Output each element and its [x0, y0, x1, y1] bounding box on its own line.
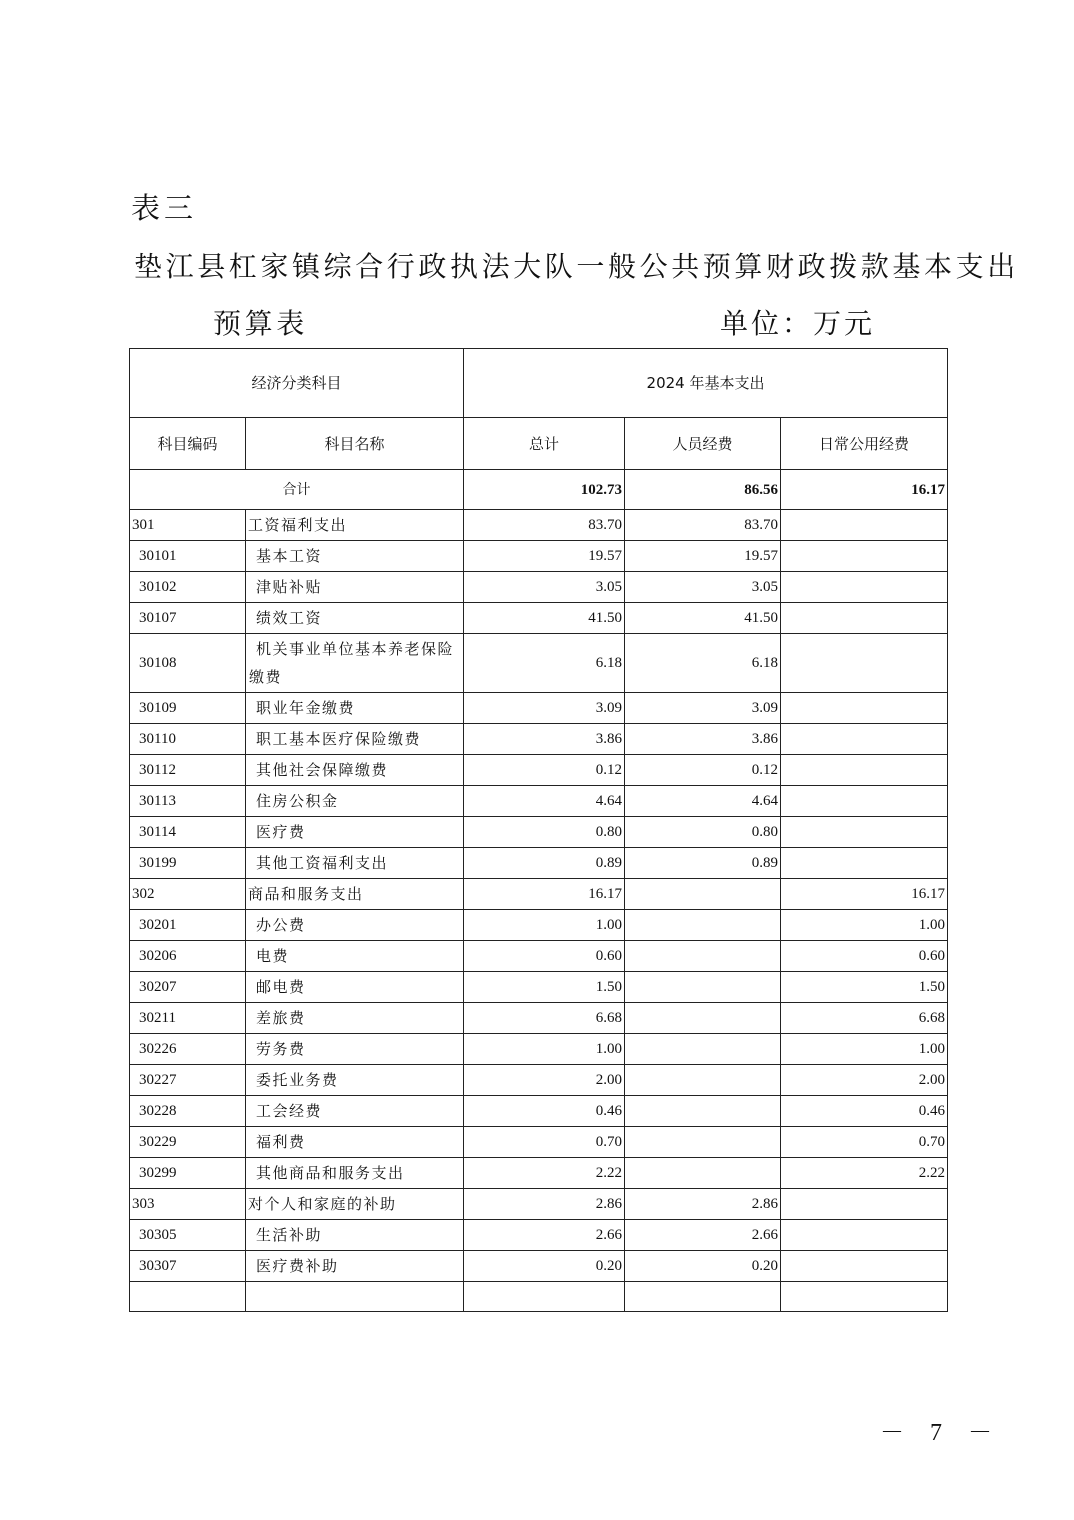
total-personnel: 86.56	[625, 470, 781, 510]
row-personnel: 0.12	[625, 755, 781, 786]
header-name: 科目名称	[246, 418, 464, 470]
table-row	[130, 941, 948, 972]
row-public	[781, 634, 948, 693]
row-total: 3.09	[464, 693, 625, 724]
row-code: 302	[130, 879, 246, 910]
total-row	[130, 470, 948, 510]
row-personnel	[625, 1034, 781, 1065]
table-row	[130, 634, 948, 693]
row-total: 2.66	[464, 1220, 625, 1251]
row-total: 2.86	[464, 1189, 625, 1220]
row-personnel: 2.66	[625, 1220, 781, 1251]
table-row	[130, 1096, 948, 1127]
row-name: 其他商品和服务支出	[246, 1158, 464, 1189]
row-code: 30108	[130, 634, 246, 693]
row-name: 其他社会保障缴费	[246, 755, 464, 786]
row-name: 对个人和家庭的补助	[246, 1189, 464, 1220]
row-total: 6.68	[464, 1003, 625, 1034]
header-row-columns	[130, 418, 948, 470]
row-code: 30307	[130, 1251, 246, 1282]
row-total: 19.57	[464, 541, 625, 572]
row-name: 住房公积金	[246, 786, 464, 817]
row-total: 0.12	[464, 755, 625, 786]
row-name: 办公费	[246, 910, 464, 941]
row-personnel: 0.89	[625, 848, 781, 879]
row-public	[781, 724, 948, 755]
row-name: 商品和服务支出	[246, 879, 464, 910]
row-code: 30114	[130, 817, 246, 848]
row-public	[781, 693, 948, 724]
row-personnel: 6.18	[625, 634, 781, 693]
row-personnel	[625, 1096, 781, 1127]
row-personnel: 41.50	[625, 603, 781, 634]
row-code: 30101	[130, 541, 246, 572]
unit-label: 单位：万元	[720, 307, 876, 340]
table-row	[130, 510, 948, 541]
row-code: 30201	[130, 910, 246, 941]
row-total: 1.00	[464, 1034, 625, 1065]
row-name: 生活补助	[246, 1220, 464, 1251]
row-personnel	[625, 1065, 781, 1096]
row-code: 30206	[130, 941, 246, 972]
row-name: 福利费	[246, 1127, 464, 1158]
row-personnel	[625, 1127, 781, 1158]
row-code: 30110	[130, 724, 246, 755]
row-code: 30299	[130, 1158, 246, 1189]
row-personnel	[625, 1158, 781, 1189]
row-total: 1.50	[464, 972, 625, 1003]
row-code: 30305	[130, 1220, 246, 1251]
row-public: 6.68	[781, 1003, 948, 1034]
row-code: 30112	[130, 755, 246, 786]
row-total: 83.70	[464, 510, 625, 541]
document-title: 垫江县杠家镇综合行政执法大队一般公共预算财政拨款基本支出	[134, 250, 1019, 283]
table-row	[130, 817, 948, 848]
row-name: 津贴补贴	[246, 572, 464, 603]
row-name: 劳务费	[246, 1034, 464, 1065]
row-public	[781, 786, 948, 817]
row-personnel	[625, 879, 781, 910]
row-public	[781, 1220, 948, 1251]
table-row	[130, 1158, 948, 1189]
row-code: 30227	[130, 1065, 246, 1096]
row-public: 2.22	[781, 1158, 948, 1189]
row-public	[781, 603, 948, 634]
row-public: 0.60	[781, 941, 948, 972]
table-label: 表三	[131, 191, 198, 225]
row-total: 0.80	[464, 817, 625, 848]
row-personnel: 4.64	[625, 786, 781, 817]
row-total: 3.86	[464, 724, 625, 755]
row-personnel: 83.70	[625, 510, 781, 541]
row-name: 委托业务费	[246, 1065, 464, 1096]
table-row	[130, 1220, 948, 1251]
header-public: 日常公用经费	[781, 418, 948, 470]
empty-cell	[781, 1282, 948, 1312]
row-total: 0.70	[464, 1127, 625, 1158]
table-row	[130, 1003, 948, 1034]
empty-cell	[464, 1282, 625, 1312]
row-public	[781, 755, 948, 786]
row-personnel	[625, 972, 781, 1003]
header-personnel: 人员经费	[625, 418, 781, 470]
table-row	[130, 1034, 948, 1065]
row-total: 0.60	[464, 941, 625, 972]
row-total: 41.50	[464, 603, 625, 634]
row-personnel: 0.80	[625, 817, 781, 848]
table-row	[130, 1065, 948, 1096]
total-label: 合计	[130, 470, 464, 510]
empty-cell	[130, 1282, 246, 1312]
row-personnel: 3.05	[625, 572, 781, 603]
row-public: 2.00	[781, 1065, 948, 1096]
table-row	[130, 693, 948, 724]
row-public	[781, 510, 948, 541]
row-name: 差旅费	[246, 1003, 464, 1034]
table-row	[130, 879, 948, 910]
row-total: 16.17	[464, 879, 625, 910]
header-basic-expenditure: 2024 年基本支出	[464, 349, 948, 418]
page-number: － 7 －	[880, 1420, 1002, 1446]
row-code: 301	[130, 510, 246, 541]
row-total: 4.64	[464, 786, 625, 817]
header-code: 科目编码	[130, 418, 246, 470]
row-code: 30113	[130, 786, 246, 817]
row-public	[781, 1189, 948, 1220]
row-public	[781, 541, 948, 572]
row-name: 工资福利支出	[246, 510, 464, 541]
table-row	[130, 1189, 948, 1220]
table-row	[130, 603, 948, 634]
row-public: 0.70	[781, 1127, 948, 1158]
row-code: 30102	[130, 572, 246, 603]
row-personnel	[625, 941, 781, 972]
row-public: 1.00	[781, 910, 948, 941]
header-row-group	[130, 349, 948, 418]
row-code: 30199	[130, 848, 246, 879]
row-public: 1.00	[781, 1034, 948, 1065]
row-total: 1.00	[464, 910, 625, 941]
row-name: 其他工资福利支出	[246, 848, 464, 879]
row-public: 0.46	[781, 1096, 948, 1127]
row-name: 职业年金缴费	[246, 693, 464, 724]
row-personnel: 3.09	[625, 693, 781, 724]
row-code: 30226	[130, 1034, 246, 1065]
row-name: 医疗费	[246, 817, 464, 848]
row-personnel: 0.20	[625, 1251, 781, 1282]
row-total: 6.18	[464, 634, 625, 693]
row-name: 电费	[246, 941, 464, 972]
header-economic-classification: 经济分类科目	[130, 349, 464, 418]
total-sum: 102.73	[464, 470, 625, 510]
table-row	[130, 572, 948, 603]
table-row	[130, 848, 948, 879]
document-title-continued: 预算表	[213, 307, 308, 340]
row-code: 30107	[130, 603, 246, 634]
row-total: 3.05	[464, 572, 625, 603]
row-total: 0.46	[464, 1096, 625, 1127]
header-total: 总计	[464, 418, 625, 470]
table-row	[130, 541, 948, 572]
row-personnel: 19.57	[625, 541, 781, 572]
table-row	[130, 786, 948, 817]
row-public	[781, 848, 948, 879]
row-total: 2.22	[464, 1158, 625, 1189]
row-total: 2.00	[464, 1065, 625, 1096]
row-total: 0.89	[464, 848, 625, 879]
row-total: 0.20	[464, 1251, 625, 1282]
row-name: 医疗费补助	[246, 1251, 464, 1282]
table-row	[130, 972, 948, 1003]
row-code: 30109	[130, 693, 246, 724]
row-public	[781, 1251, 948, 1282]
row-name: 基本工资	[246, 541, 464, 572]
row-public	[781, 817, 948, 848]
row-personnel: 2.86	[625, 1189, 781, 1220]
table-row	[130, 1251, 948, 1282]
row-code: 30207	[130, 972, 246, 1003]
table-row	[130, 1127, 948, 1158]
row-public	[781, 572, 948, 603]
row-code: 30211	[130, 1003, 246, 1034]
row-personnel	[625, 1003, 781, 1034]
empty-cell	[625, 1282, 781, 1312]
row-name: 机关事业单位基本养老保险缴费	[246, 634, 464, 693]
table-row	[130, 755, 948, 786]
row-name: 职工基本医疗保险缴费	[246, 724, 464, 755]
budget-table	[129, 348, 948, 1312]
table-row	[130, 910, 948, 941]
row-name: 邮电费	[246, 972, 464, 1003]
row-public: 16.17	[781, 879, 948, 910]
row-personnel	[625, 910, 781, 941]
total-public: 16.17	[781, 470, 948, 510]
empty-cell	[246, 1282, 464, 1312]
row-personnel: 3.86	[625, 724, 781, 755]
row-code: 30229	[130, 1127, 246, 1158]
table-row-empty	[130, 1282, 948, 1312]
row-name: 绩效工资	[246, 603, 464, 634]
row-name: 工会经费	[246, 1096, 464, 1127]
row-public: 1.50	[781, 972, 948, 1003]
row-code: 30228	[130, 1096, 246, 1127]
table-row	[130, 724, 948, 755]
row-code: 303	[130, 1189, 246, 1220]
